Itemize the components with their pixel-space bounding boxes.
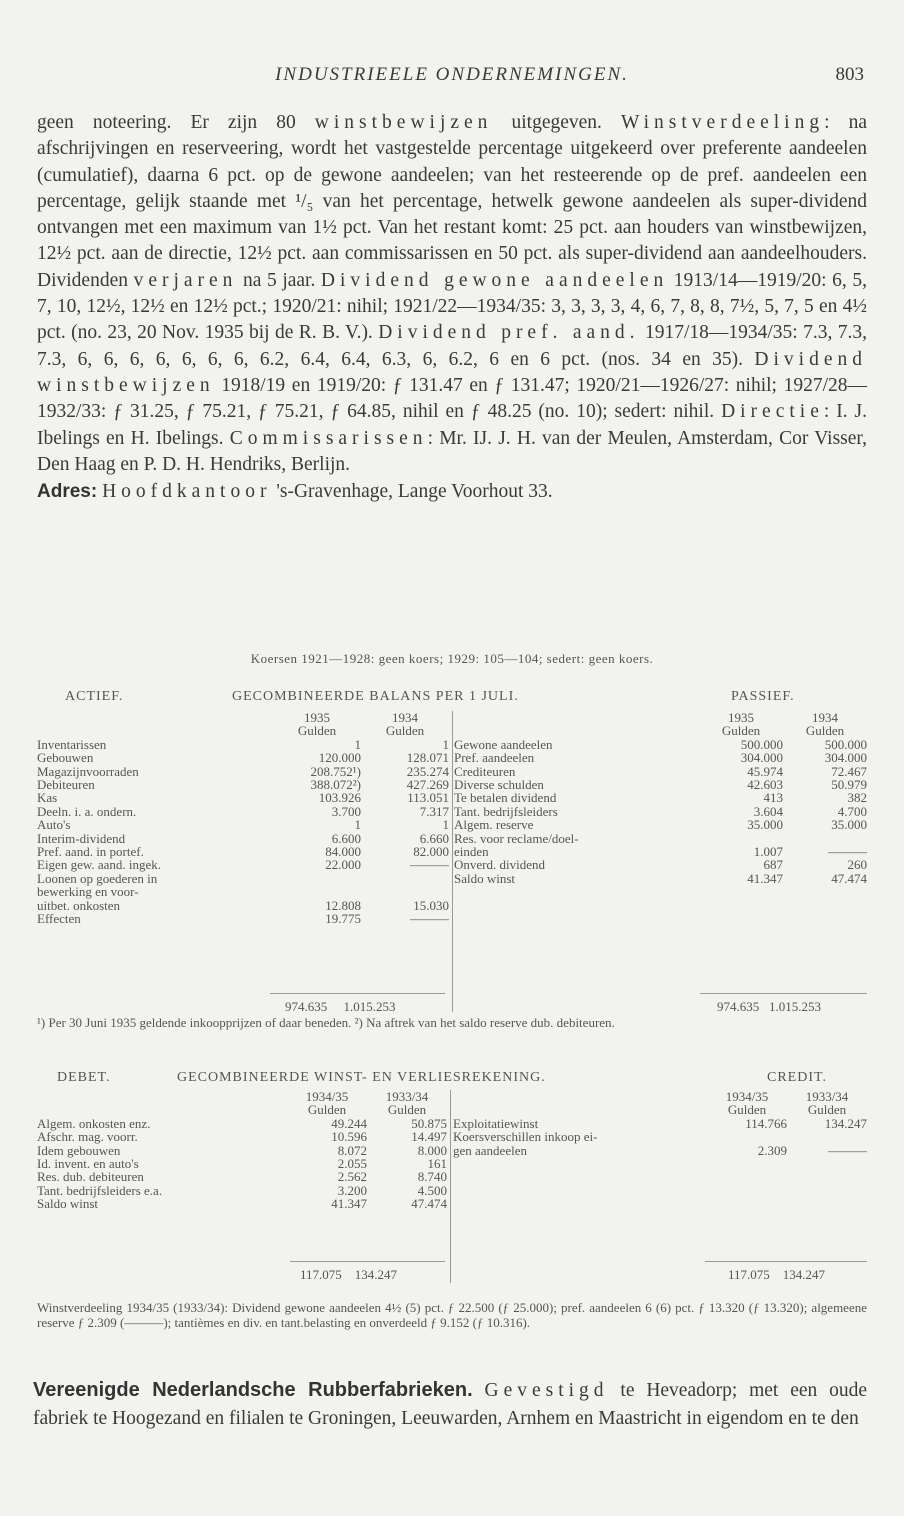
table-row: [37, 778, 449, 791]
row-value: [273, 872, 361, 885]
row-value: 1.007: [753, 844, 783, 860]
row-value: 2.562: [337, 1169, 367, 1185]
row-label: Onverd. dividend: [454, 857, 545, 873]
table-row: [454, 778, 867, 791]
spaced-term: winstbewijzen: [314, 112, 493, 133]
text-run: uitgegeven.: [492, 112, 621, 133]
row-value: 304.000: [740, 750, 783, 766]
unit-label: Gulden: [721, 723, 761, 739]
table-row: [37, 899, 449, 912]
row-value: 2.309: [757, 1142, 787, 1158]
spaced-term: Gevestigd: [484, 1380, 609, 1401]
table-row: [454, 738, 867, 751]
row-label: Res. dub. debiteuren: [37, 1169, 144, 1185]
table-row: [37, 1157, 447, 1170]
actief-head: ACTIEF.: [65, 689, 124, 704]
table-row: [454, 791, 867, 804]
adres-label: Adres:: [37, 481, 98, 503]
table-row: [37, 1184, 447, 1197]
row-label: uitbet. onkosten: [37, 897, 121, 913]
balance-heads: [37, 689, 867, 707]
row-label: Tant. bedrijfsleiders: [454, 803, 558, 819]
credit-table: [453, 1090, 867, 1157]
total-1934: 1.015.253: [769, 999, 821, 1014]
row-label: Te betalen dividend: [454, 790, 557, 806]
row-label: Idem gebouwen: [37, 1142, 121, 1158]
text-run: : na afschrijvingen en reserveering, wordt het vastgestelde percentage uitgekeerd over preferente aandeelen (cumulatief), daarna 6 pct. op de gewone aandeelen; van het resteerende op de pref. aandeelen een percentage, gelijk staande met ¹/₅ van het percentage, hetwelk gewone aandeelen als super-dividend ontvangen met een maximum van 1½ pct. Van het restant komt: 25 pct. aan houders van winstbewijzen, 12½ pct. aan de directie, 12½ pct. aan commissarissen en 50 pct. als super-dividend aan aandeelhouders. Dividenden: [37, 112, 867, 291]
spaced-term: Dividend gewone aandeelen: [320, 269, 669, 291]
year-1933-34: 1933/34: [385, 1089, 429, 1104]
row-label: Pref. aand. in portef.: [37, 844, 144, 860]
total-rule: [700, 993, 867, 994]
total-1935: 974.635: [285, 999, 328, 1014]
balance-footnote: ¹) Per 30 Juni 1935 geldende inkoopprijzen of daar beneden. ²) Na aftrek van het saldo reserve dub. debiteuren.: [37, 1015, 615, 1030]
table-row: [37, 832, 449, 845]
row-value: 1: [354, 736, 361, 752]
text-run: 1913/14—1919/20: 6, 5, 7, 10, 12½, 12½ en 12½ pct.; 1920/21: nihil; 1921/22—1934/35: 3, 3, 3, 3, 4, 6, 7, 8, 8, 7½, 5, 7, 5 en 4½ pct. (no. 23, 20 Nov. 1935 bij de R. B. V.).: [37, 269, 867, 344]
debet-head: DEBET.: [57, 1070, 111, 1085]
spaced-term: Dividend pref. aand.: [378, 322, 640, 344]
row-label: Kas: [37, 790, 58, 806]
unit-row: [37, 1103, 447, 1116]
spaced-term: verjaren: [133, 269, 238, 291]
credit-head: CREDIT.: [767, 1070, 828, 1085]
row-label: Algem. reserve: [454, 817, 534, 833]
table-row: [37, 751, 449, 764]
table-row: [454, 805, 867, 818]
table-row: [37, 1144, 447, 1157]
koersen-line: Koersen 1921—1928: geen koers; 1929: 105—104; sedert: geen koers.: [250, 651, 654, 666]
year-1934-35: 1934/35: [725, 1089, 769, 1104]
row-value: 8.072: [337, 1142, 367, 1158]
winst-footnote: Winstverdeeling 1934/35 (1933/34): Dividend gewone aandeelen 4½ (5) pct. ƒ 22.500 (ƒ 25.000); pref. aandeelen 6 (6) pct. ƒ 13.320 (ƒ 13.320); algemeene reserve ƒ 2.309 (———); tantièmes en div. en tant.belasting en onverdeeld ƒ 9.152 (ƒ 10.316).: [37, 1300, 867, 1330]
total-rule: [270, 993, 445, 994]
row-label: Auto's: [37, 817, 71, 833]
row-label: bewerking en voor-: [37, 884, 139, 900]
table-row: [37, 858, 449, 871]
year-row: [37, 1090, 447, 1103]
text-run: : I. J. Ibelings en H. Ibelings.: [37, 401, 867, 449]
row-value: 427.269: [406, 777, 449, 793]
text-run: 1918/19 en 1919/20: ƒ 131.47 en ƒ 131.47; 1920/21—1926/27: nihil; 1927/28—1932/33: ƒ 31.25, ƒ 75.21, ƒ 75.21, ƒ 64.85, nihil en ƒ 48.25 (no. 10); sedert: nihil.: [37, 374, 867, 423]
page-number: 803: [835, 64, 864, 85]
row-value: 113.051: [407, 790, 449, 806]
unit-label: Gulden: [807, 1102, 847, 1118]
total-1935: 974.635: [717, 999, 760, 1014]
row-value: 41.347: [747, 870, 783, 886]
balance-totals-right: [717, 999, 821, 1014]
row-label: Res. voor reclame/doel-: [454, 830, 579, 846]
row-value: 388.072²): [310, 777, 361, 793]
table-row: [453, 1144, 867, 1157]
year-1933-34: 1933/34: [805, 1089, 849, 1104]
total-1934-35: 117.075: [300, 1267, 342, 1282]
row-value: 1: [442, 817, 449, 833]
row-value: 12.808: [325, 897, 361, 913]
row-label: Exploitatiewinst: [453, 1115, 539, 1131]
row-label: Saldo winst: [37, 1196, 99, 1212]
row-value: 6.660: [419, 830, 449, 846]
running-header: [0, 64, 904, 86]
actief-table: [37, 711, 449, 926]
row-value: 72.467: [831, 763, 867, 779]
spaced-term: Directie: [721, 401, 824, 423]
row-value: 687: [763, 857, 783, 873]
row-value: 42.603: [747, 777, 783, 793]
balance-totals-left: [285, 999, 396, 1014]
row-label: Effecten: [37, 911, 81, 927]
year-1934: 1934: [392, 710, 418, 725]
row-value: 235.274: [406, 763, 449, 779]
row-label: gen aandeelen: [453, 1142, 527, 1158]
row-value: 84.000: [325, 844, 361, 860]
row-value: 1: [442, 736, 449, 752]
row-label: Gebouwen: [37, 750, 94, 766]
row-value: 208.752¹): [310, 763, 361, 779]
row-value: 4.500: [417, 1182, 447, 1198]
row-label: Magazijnvoorraden: [37, 763, 139, 779]
row-value: 6.600: [331, 830, 361, 846]
table-row: [453, 1117, 867, 1130]
row-value: [787, 1130, 867, 1143]
adres-spaced: Hoofdkantoor: [102, 481, 272, 503]
unit-row: [454, 724, 867, 737]
adres-line: [37, 479, 867, 505]
table-row: [37, 791, 449, 804]
row-label: Eigen gew. aand. ingek.: [37, 857, 162, 873]
row-value: 35.000: [831, 817, 867, 833]
total-1933-34: 134.247: [354, 1267, 398, 1282]
table-row: [37, 912, 449, 925]
row-value: 161: [427, 1156, 447, 1172]
row-label: Deeln. i. a. ondern.: [37, 803, 137, 819]
table-row: [37, 1197, 447, 1210]
row-label: Id. invent. en auto's: [37, 1156, 139, 1172]
row-label: Tant. bedrijfsleiders e.a.: [37, 1182, 163, 1198]
row-value: 45.974: [747, 763, 783, 779]
table-row: [37, 1117, 447, 1130]
table-row: [454, 765, 867, 778]
row-value: 2.055: [337, 1156, 367, 1172]
passief-head: PASSIEF.: [731, 689, 795, 704]
spaced-term: Winstverdeeling: [621, 112, 825, 133]
unit-label: Gulden: [387, 1102, 427, 1118]
running-title: INDUSTRIEELE ONDERNEMINGEN.: [275, 64, 629, 85]
unit-label: Gulden: [385, 723, 425, 739]
row-value: 3.200: [337, 1182, 367, 1198]
year-1935: 1935: [304, 710, 330, 725]
row-value: 500.000: [740, 736, 783, 752]
balance-divider: [452, 711, 453, 1012]
total-1934: 1.015.253: [343, 999, 396, 1014]
table-row: [37, 805, 449, 818]
table-row: [37, 885, 449, 898]
unit-row: [37, 724, 449, 737]
row-label: Koersverschillen inkoop ei-: [453, 1129, 598, 1145]
row-label: Loonen op goederen in: [37, 870, 158, 886]
row-value: ———: [828, 1142, 867, 1158]
row-value: 304.000: [824, 750, 867, 766]
table-row: [37, 765, 449, 778]
year-row: [453, 1090, 867, 1103]
table-row: [37, 845, 449, 858]
row-label: Gewone aandeelen: [454, 736, 553, 752]
row-value: 8.740: [417, 1169, 447, 1185]
table-row: [454, 818, 867, 831]
row-value: 120.000: [318, 750, 361, 766]
row-value: ———: [410, 911, 449, 927]
unit-label: Gulden: [805, 723, 845, 739]
row-value: 3.604: [753, 803, 783, 819]
winst-totals-left: [300, 1267, 397, 1282]
unit-label: Gulden: [297, 723, 337, 739]
winst-divider: [450, 1090, 451, 1283]
year-1934: 1934: [812, 710, 838, 725]
winst-title: GECOMBINEERDE WINST- EN VERLIESREKENING.: [177, 1070, 546, 1085]
table-row: [454, 832, 867, 845]
text-run: geen noteering. Er zijn 80: [37, 112, 315, 133]
year-1934-35: 1934/35: [305, 1089, 349, 1104]
row-value: 114.766: [745, 1115, 787, 1131]
row-label: Pref. aandeelen: [454, 750, 535, 766]
row-label: Inventarissen: [37, 736, 107, 752]
table-row: [454, 858, 867, 871]
table-row: [37, 818, 449, 831]
row-value: 382: [847, 790, 867, 806]
row-value: 50.875: [411, 1115, 447, 1131]
row-value: 413: [763, 790, 783, 806]
row-value: 103.926: [318, 790, 361, 806]
table-row: [454, 845, 867, 858]
company-text: te Heveadorp; met een oude fabriek te Hoogezand en filialen te Groningen, Leeuwarden, Arnhem en Maastricht in eigendom en te den: [33, 1380, 867, 1429]
row-label: einden: [454, 844, 489, 860]
row-label: Interim-dividend: [37, 830, 126, 846]
company-paragraph: [37, 110, 867, 478]
year-row: [37, 711, 449, 724]
text-run: : Mr. IJ. J. H. van der Meulen, Amsterdam, Cor Visser, Den Haag en P. D. H. Hendriks, Berlijn.: [37, 427, 867, 475]
debet-table: [37, 1090, 447, 1211]
row-value: 15.030: [413, 897, 449, 913]
row-value: 82.000: [413, 844, 449, 860]
winst-totals-right: [728, 1267, 825, 1282]
row-label: Crediteuren: [454, 763, 516, 779]
row-value: 19.775: [325, 911, 361, 927]
row-value: [707, 1130, 787, 1143]
body-text: [37, 110, 867, 505]
unit-row: [453, 1103, 867, 1116]
table-row: [37, 1170, 447, 1183]
unit-label: Gulden: [307, 1102, 347, 1118]
row-label: Algem. onkosten enz.: [37, 1115, 151, 1131]
row-label: Saldo winst: [454, 870, 516, 886]
row-value: [273, 885, 361, 898]
row-value: 41.347: [331, 1196, 367, 1212]
row-value: 49.244: [331, 1115, 367, 1131]
row-value: 14.497: [411, 1129, 447, 1145]
row-value: 7.317: [419, 803, 449, 819]
table-row: [453, 1130, 867, 1143]
row-value: [361, 872, 449, 885]
row-value: 3.700: [331, 803, 361, 819]
row-value: 500.000: [824, 736, 867, 752]
row-value: [783, 832, 867, 845]
row-value: 134.247: [824, 1115, 867, 1131]
row-value: ———: [410, 857, 449, 873]
table-row: [454, 872, 867, 885]
table-row: [37, 738, 449, 751]
text-run: 1917/18—1934/35: 7.3, 7.3, 7.3, 6, 6, 6, 6, 6, 6, 6, 6.2, 6.4, 6.4, 6.3, 6, 6.2, 6 en 6 pct. (nos. 34 en 35).: [37, 322, 867, 370]
row-label: Debiteuren: [37, 777, 95, 793]
next-company-paragraph: [33, 1376, 867, 1433]
row-value: 8.000: [417, 1142, 447, 1158]
row-value: ———: [828, 844, 867, 860]
total-1934-35: 117.075: [728, 1267, 770, 1282]
total-rule: [290, 1261, 445, 1262]
table-row: [454, 751, 867, 764]
total-1933-34: 134.247: [782, 1267, 826, 1282]
adres-rest: 's-Gravenhage, Lange Voorhout 33.: [271, 481, 553, 503]
row-value: 260: [847, 857, 867, 873]
row-value: 4.700: [837, 803, 867, 819]
spaced-term: Dividend winstbewijzen: [37, 348, 867, 396]
year-row: [454, 711, 867, 724]
text-run: na 5 jaar.: [237, 269, 321, 291]
row-value: 47.474: [411, 1196, 447, 1212]
row-value: 128.071: [406, 750, 449, 766]
row-value: 1: [354, 817, 361, 833]
total-rule: [705, 1261, 867, 1262]
unit-label: Gulden: [727, 1102, 767, 1118]
row-value: [699, 832, 783, 845]
table-row: [37, 1130, 447, 1143]
company-name: Vereenigde Nederlandsche Rubberfabrieken.: [33, 1379, 473, 1401]
table-row: [37, 872, 449, 885]
balance-title: GECOMBINEERDE BALANS PER 1 JULI.: [232, 689, 519, 704]
row-label: Diverse schulden: [454, 777, 544, 793]
row-value: [361, 885, 449, 898]
row-value: 50.979: [831, 777, 867, 793]
row-label: Afschr. mag. voorr.: [37, 1129, 138, 1145]
year-1935: 1935: [728, 710, 754, 725]
spaced-term: Commissarissen: [229, 427, 428, 449]
passief-table: [454, 711, 867, 885]
row-value: 47.474: [831, 870, 867, 886]
row-value: 35.000: [747, 817, 783, 833]
row-value: 10.596: [331, 1129, 367, 1145]
row-value: 22.000: [325, 857, 361, 873]
winst-heads: [37, 1070, 867, 1088]
